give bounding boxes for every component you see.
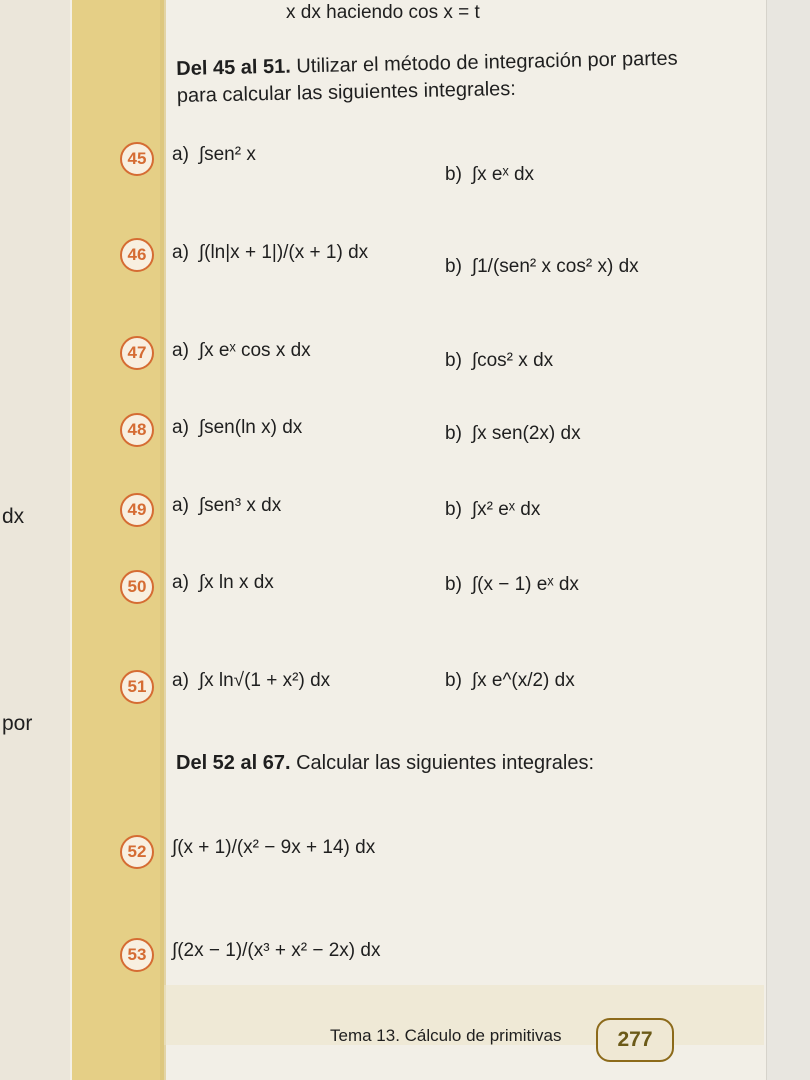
label-a: a) — [172, 340, 189, 361]
integral-expression: ∫x² eˣ dx — [471, 499, 541, 520]
exercise-row — [120, 336, 760, 386]
exercise-part-b — [445, 423, 581, 445]
exercise-part-b — [445, 256, 639, 278]
label-b: b) — [445, 574, 462, 595]
exercise-part-b — [445, 164, 534, 186]
exercise-expression — [172, 837, 375, 859]
exercise-part-b — [445, 499, 540, 521]
integral-expression: ∫sen(ln x) dx — [198, 417, 303, 438]
label-b: b) — [445, 499, 462, 520]
integral-expression: ∫(ln|x + 1|)/(x + 1) dx — [198, 242, 369, 263]
section-text: Utilizar el método de integración por partes para calcular las siguientes integrales: — [176, 47, 678, 107]
right-page-edge — [766, 0, 810, 1080]
page-number: 277 — [596, 1018, 674, 1062]
section-range: Del 52 al 67. — [176, 752, 291, 774]
exercise-row — [120, 835, 760, 885]
exercise-number-badge: 53 — [120, 938, 154, 972]
integral-expression: ∫x e^(x/2) dx — [471, 670, 575, 691]
integral-expression: ∫x ln√(1 + x²) dx — [198, 670, 331, 691]
exercise-part-a — [172, 417, 302, 439]
left-fragment-dx: dx — [2, 505, 25, 528]
exercise-row — [120, 413, 760, 463]
integral-expression: ∫sen³ x dx — [198, 495, 282, 516]
exercise-part-a — [172, 495, 281, 517]
label-b: b) — [445, 164, 462, 185]
label-a: a) — [172, 242, 189, 263]
integral-expression: ∫x eˣ dx — [471, 164, 535, 185]
label-a: a) — [172, 572, 189, 593]
label-a: a) — [172, 144, 189, 165]
section-text: Calcular las siguientes integrales: — [296, 752, 595, 774]
exercise-number-badge: 52 — [120, 835, 154, 869]
label-a: a) — [172, 417, 189, 438]
exercise-part-b — [445, 574, 579, 596]
footer-chapter-title: Tema 13. Cálculo de primitivas — [330, 1026, 562, 1045]
exercise-expression — [172, 940, 380, 962]
exercise-number-badge: 49 — [120, 493, 154, 527]
exercise-row — [120, 142, 760, 192]
integral-expression: ∫(x − 1) eˣ dx — [471, 574, 579, 595]
exercise-part-b — [445, 670, 575, 692]
integral-expression: ∫x eˣ cos x dx — [198, 340, 311, 361]
exercise-number-badge: 45 — [120, 142, 154, 176]
exercise-row — [120, 238, 760, 288]
integral-expression: ∫(2x − 1)/(x³ + x² − 2x) dx — [172, 940, 381, 961]
label-a: a) — [172, 670, 189, 691]
exercise-row — [120, 670, 760, 720]
left-page — [0, 0, 70, 1080]
exercise-part-a — [172, 572, 274, 594]
left-fragment-por: por — [2, 712, 33, 735]
exercise-row — [120, 493, 760, 543]
section-heading-52-67 — [176, 750, 716, 777]
exercise-number-badge: 51 — [120, 670, 154, 704]
exercise-part-a — [172, 144, 256, 166]
top-line: x dx haciendo cos x = t — [286, 2, 480, 23]
exercise-number-badge: 47 — [120, 336, 154, 370]
exercise-part-a — [172, 670, 330, 692]
integral-expression: ∫sen² x — [198, 144, 256, 165]
label-a: a) — [172, 495, 189, 516]
label-b: b) — [445, 670, 462, 691]
exercise-number-badge: 50 — [120, 570, 154, 604]
integral-expression: ∫x sen(2x) dx — [471, 423, 581, 444]
exercise-row — [120, 570, 760, 620]
section-range: Del 45 al 51. — [176, 55, 292, 80]
integral-expression: ∫cos² x dx — [471, 350, 554, 371]
exercise-row — [120, 938, 760, 988]
section-heading-45-51 — [176, 45, 717, 110]
exercise-number-badge: 46 — [120, 238, 154, 272]
label-b: b) — [445, 256, 462, 277]
exercise-number-badge: 48 — [120, 413, 154, 447]
exercise-part-a — [172, 340, 311, 362]
exercise-part-a — [172, 242, 368, 264]
exercise-part-b — [445, 350, 553, 372]
integral-expression: ∫1/(sen² x cos² x) dx — [471, 256, 639, 277]
integral-expression: ∫x ln x dx — [198, 572, 274, 593]
label-b: b) — [445, 350, 462, 371]
label-b: b) — [445, 423, 462, 444]
integral-expression: ∫(x + 1)/(x² − 9x + 14) dx — [172, 837, 376, 858]
